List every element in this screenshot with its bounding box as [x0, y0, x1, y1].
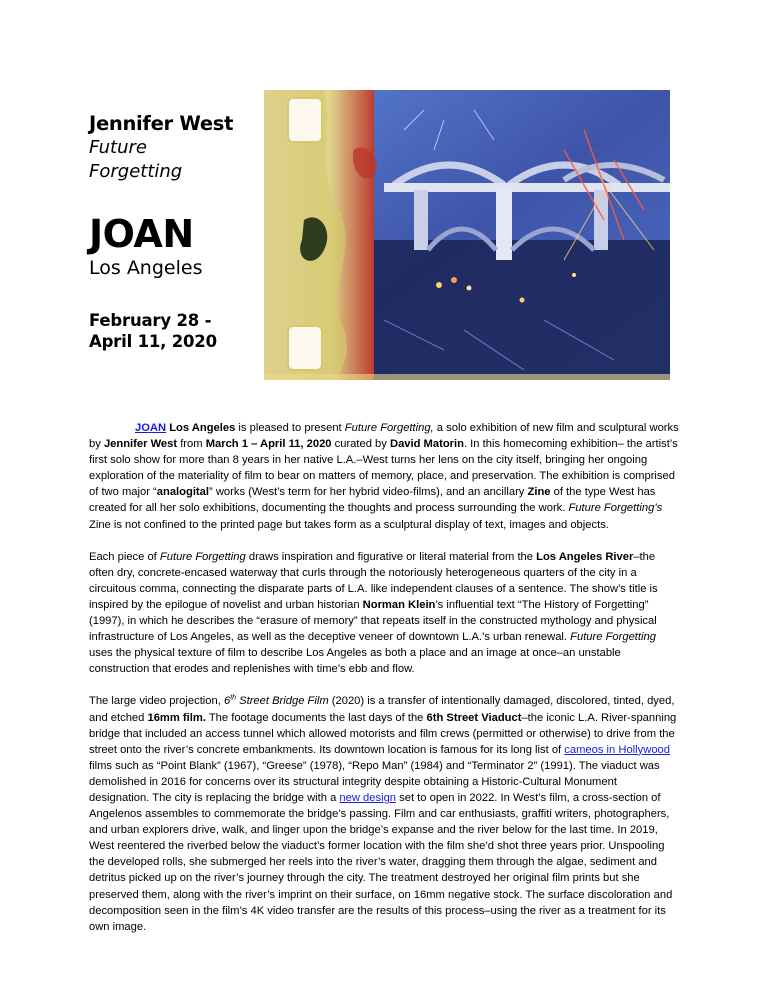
dates-line1: February 28 - [89, 311, 212, 330]
paragraph-bridge-film: The large video projection, 6th Street Bridge Film (2020) is a transfer of intentionally damaged, discolored, tinted, dyed, and etched 16mm film. The footage documents the last days of the 6th Street Viaduct–the iconic L.A. River-spanning bridge that included an access tunnel which allowed motorists and film crews (permitted or otherwise) to drive from the street onto the river’s concrete embankments. Its downtown location is famous for its long list of cameos in Hollywood films such as “Point Blank” (1967), “Greese” (1978), “Repo Man” (1984) and “Terminator 2” (1991). The viaduct was demolished in 2016 for concerns over its structural integrity despite obtaining a Historic-Cultural Monument designation. The city is replacing the bridge with a new design set to open in 2022. In West’s film, a cross-section of Angelenos assembles to commemorate the bridge’s passing. Film and car enthusiasts, graffiti writers, photographers, and urban explorers drive, walk, and linger upon the bridge’s expanse and the river below for the last time. In 2019, West reentered the riverbed below the viaduct’s former location with the film she’d shot three years prior. Unspooling the developed rolls, she submerged her reels into the river’s water, dragging them through the algae, sediment and detritus picked up on the river’s journey through the city. The treatment destroyed her original film prints but she preserved them, along with the river’s imprint on their surface, on 16mm negative stock. The surface discoloration and decomposition seen in the film’s 4K video transfer are the results of this process–using the river as a treatment for its own image. [89, 694, 677, 933]
show-title-line1: Future [89, 137, 147, 158]
film-still-image [264, 90, 670, 380]
film-still-graphic [264, 90, 670, 380]
paragraph-river: Each piece of Future Forgetting draws inspiration and figurative or literal material from the Los Angeles River–the often dry, concrete-encased waterway that curls through the notoriously heterogeneous quarters of the city in a circuitous comma, connecting the disparate parts of L.A. like independent clauses of a sentence. The show’s title is inspired by the epilogue of novelist and urban historian Norman Klein’s influential text “The History of Forgetting” (1997), in which he describes the “erasure of memory” that repeats itself in the constructed mythology and physical infrastructure of Los Angeles, as well as the deceptive veneer of downtown L.A.’s urban renewal. Future Forgetting uses the physical texture of film to describe Los Angeles as both a place and an image at once–an unstable construction that erodes and replenishes with time’s ebb and flow. [89, 550, 658, 676]
joan-link[interactable]: JOAN [135, 422, 167, 434]
dates-line2: April 11, 2020 [89, 332, 217, 351]
press-release-body [89, 420, 679, 951]
gallery-name: JOAN [89, 212, 194, 256]
exhibition-header [89, 112, 259, 352]
new-design-link[interactable]: new design [339, 791, 397, 804]
artist-name: Jennifer West [89, 112, 234, 135]
gallery-city: Los Angeles [89, 257, 203, 279]
show-title-line2: Forgetting [89, 161, 183, 182]
paragraph-intro: JOAN Los Angeles is pleased to present Future Forgetting, a solo exhibition of new film and sculptural works by Jennifer West from March 1 – April 11, 2020 curated by David Matorin. In this homecoming exhibition– the artist’s first solo show for more than 8 years in her native L.A.–West turns her lens on the city itself, bringing her ongoing exploration of the materiality of film to bear on matters of memory, place, and preservation. The exhibition is comprised of two major “analogital” works (West’s term for her hybrid video-films), and an ancillary Zine of the type West has created for all her solo exhibitions, documenting the thoughts and process surrounding the work. Future Forgetting’s Zine is not confined to the printed page but takes form as a sculptural display of text, images and objects. [89, 422, 679, 531]
cameos-link[interactable]: cameos in Hollywood [564, 743, 670, 756]
